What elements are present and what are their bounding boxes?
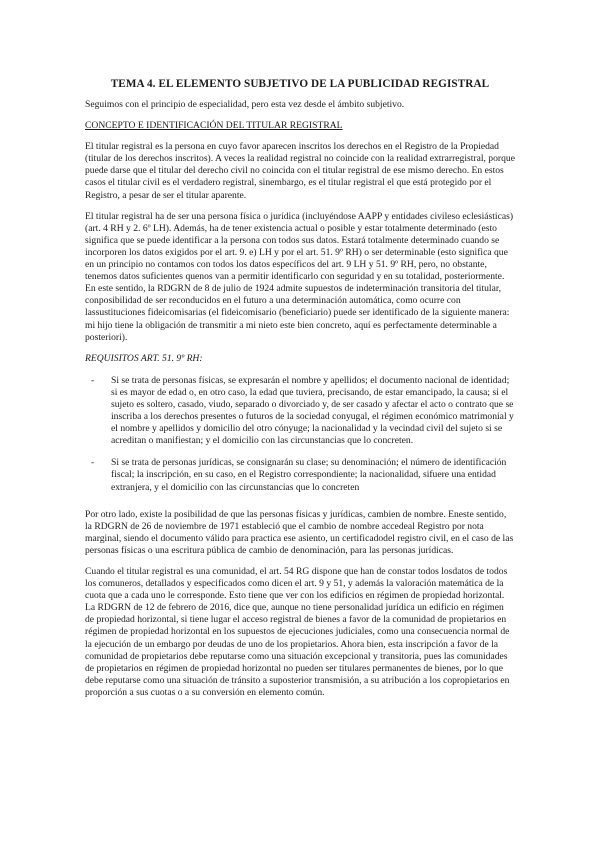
paragraph-name-change: Por otro lado, existe la posibilidad de que las personas físicas y jurídicas, cambien de nombre. Eneste sentido, la RDGRN de 26 de noviembre de 1971 estableció que el cambio de nombre accedeal Registro por nota marginal, siendo el documento válido para practica ese asiento, un certificadodel registro civil, en el caso de las personas físicas o una escritura pública de cambio de denominación, para las personas jurídicas.	[85, 508, 514, 556]
paragraph-titular-definition: El titular registral es la persona en cuyo favor aparecen inscritos los derechos en el Registro de la Propiedad (titular de los derechos inscritos). A veces la realidad registral no coincide con la realidad extrarregistral, porque puede darse que el titular del derecho civil no coincida con el titular registral de ese mismo derecho. En estos casos el titular civil es el verdadero registral, sinembargo, es el titular registral el que está protegido por el Registro, a pesar de ser el titular aparente.	[85, 141, 515, 201]
requirement-text: Si se trata de personas jurídicas, se consignarán su clase; su denominación; el número de identificación fiscal; la inscripción, en su caso, en el Registro correspondiente; la nacionalidad, sifuere una entidad extranjera, y el domicilio con las circunstancias que lo concreten	[111, 457, 507, 493]
section-heading: CONCEPTO E IDENTIFICACIÓN DEL TITULAR REGISTRAL	[85, 120, 343, 132]
requirement-text: Si se trata de personas físicas, se expresarán el nombre y apellidos; el documento nacional de identidad; si es mayor de edad o, en otro caso, la edad que tuviera, precisando, de estar emancipado, la causa; si el sujeto es soltero, casado, viudo, separado o divorciado y, de ser casado y afectar el acto o contrato que se inscriba a los derechos presentes o futuros de la sociedad conyugal, el régimen económico matrimonial y el nombre y apellidos y domicilio del otro cónyuge; la nacionalidad y la vecindad civil del sujeto si se acreditan o manifiestan; y el domicilio con las circunstancias que lo concreten.	[111, 374, 514, 447]
requirement-item-legal	[85, 457, 515, 493]
document-title: TEMA 4. EL ELEMENTO SUBJETIVO DE LA PUBLICIDAD REGISTRAL	[110, 78, 490, 90]
requirements-heading: REQUISITOS ART. 51. 9º RH:	[85, 352, 203, 364]
list-dash-marker: -	[91, 457, 95, 469]
requirements-list	[85, 375, 515, 494]
requirement-item-physical	[85, 375, 515, 448]
list-dash-marker: -	[91, 374, 95, 386]
paragraph-community: Cuando el titular registral es una comunidad, el art. 54 RG dispone que han de constar todos losdatos de todos los comuneros, detallados y especificados como dicen el art. 9 y 51, y además la valoración matemática de la cuota que a cada uno le corresponde. Esto tiene que ver con los edificios en régimen de propiedad horizontal. La RDGRN de 12 de febrero de 2016, dice que, aunque no tiene personalidad jurídica un edificio en régimen de propiedad horizontal, si tiene lugar el acceso registral de bienes a favor de la comunidad de propietarios en régimen de propiedad horizontal en los supuestos de ejecuciones judiciales, como una consecuencia normal de la ejecución de un embargo por deudas de uno de los propietarios. Ahora bien, esta inscripción a favor de la comunidad de propietarios debe reputarse como una situación excepcional y transitoria, pues las comunidades de propietarios en régimen de propiedad horizontal no pueden ser titulares permanentes de bienes, por lo que debe reputarse como una situación de tránsito a suposterior transmisión, a su atribución a los copropietarios en proporción a sus cuotas o a su conversión en elemento común.	[85, 566, 510, 698]
intro-paragraph: Seguimos con el principio de especialidad, pero esta vez desde el ámbito subjetivo.	[85, 99, 405, 110]
paragraph-titular-requirements: El titular registral ha de ser una persona física o jurídica (incluyéndose AAPP y entidades civileso eclesiásticas) (art. 4 RH y 2. 6º LH). Además, ha de tener existencia actual o posible y estar totalmente determinado (esto significa que se puede identificar a la persona con todos sus datos. Estará totalmente determinado cuando se incorporen los datos exigidos por el art. 9. e) LH y por el art. 51. 9º RH) o ser determinable (esto significa que en un principio no contamos con todos los datos específicos del art. 9 LH y 51. 9º RH, pero, no obstante, tenemos datos suficientes quenos van a permitir identificarlo con seguridad y en su totalidad, posteriormente. En este sentido, la RDGRN de 8 de julio de 1924 admite supuestos de indeterminación transitoria del titular, conposibilidad de ser reconducidos en el futuro a una determinación automática, como ocurre con lassustituciones fideicomisarias (el fideicomisario (beneficiario) puede ser identificado de la siguiente manera: mi hijo tiene la obligación de transmitir a mi nieto este bien concreto, aquí es perfectamente determinable a posteriori).	[85, 210, 514, 343]
